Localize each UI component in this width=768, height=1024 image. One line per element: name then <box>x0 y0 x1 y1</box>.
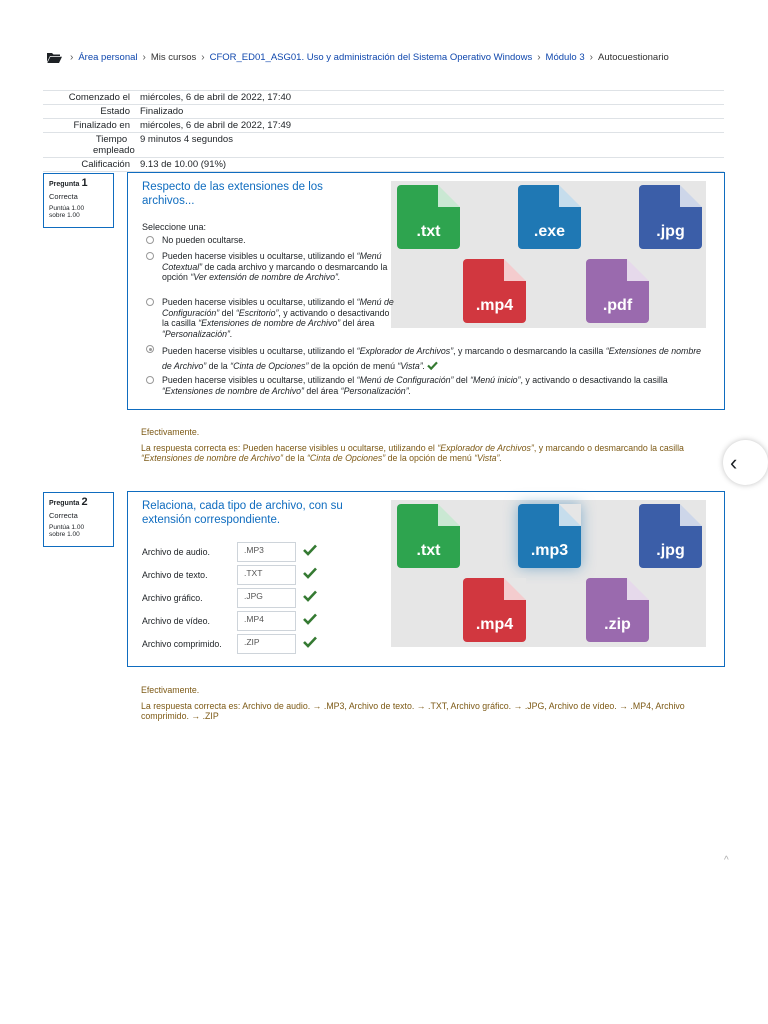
radio-button[interactable] <box>146 252 154 260</box>
radio-button[interactable] <box>146 298 154 306</box>
match-select[interactable]: .JPG <box>237 588 296 608</box>
breadcrumb-course[interactable]: CFOR_ED01_ASG01. Uso y administración del Sistema Operativo Windows <box>209 51 533 63</box>
summary-row <box>43 90 724 104</box>
question-content-2 <box>127 491 725 667</box>
match-row <box>142 611 362 631</box>
txt-file-icon: .txt <box>397 504 460 568</box>
breadcrumb-module[interactable]: Módulo 3 <box>545 51 585 63</box>
chevron-left-icon: ‹ <box>730 450 738 475</box>
drawer-toggle-button[interactable] <box>723 440 768 485</box>
summary-row <box>43 132 724 157</box>
answer-option-b[interactable] <box>146 251 391 295</box>
jpg-file-icon: .jpg <box>639 185 702 249</box>
answer-option-e[interactable] <box>146 375 716 399</box>
summary-value: miércoles, 6 de abril de 2022, 17:49 <box>140 120 292 131</box>
summary-label: Tiempo empleado <box>93 134 135 156</box>
file-extensions-image <box>391 500 706 647</box>
match-label: Archivo de audio. <box>142 547 210 557</box>
chevron-right-icon: › <box>589 51 593 63</box>
radio-button[interactable] <box>146 376 154 384</box>
match-label: Archivo comprimido. <box>142 639 222 649</box>
pdf-file-icon: .pdf <box>586 259 649 323</box>
answer-prompt: Seleccione una: <box>142 222 207 232</box>
mp3-file-icon: .mp3 <box>518 504 581 568</box>
breadcrumb-area-personal[interactable]: Área personal <box>78 51 138 63</box>
right-answer: La respuesta correcta es: Pueden hacerse visibles u ocultarse, utilizando el “Explorador de Archivos”, y marcando o desmarcando la casilla “Extensiones de nombre de Archivo” de la “Cinta de Opciones” de la opción de menú “Vista”. <box>141 442 684 463</box>
breadcrumb-current: Autocuestionario <box>597 51 669 63</box>
chevron-right-icon: › <box>70 51 74 63</box>
file-extensions-image <box>391 181 706 328</box>
question-content-1 <box>127 172 725 410</box>
breadcrumb <box>47 49 747 65</box>
check-icon <box>303 636 317 648</box>
summary-value: 9 minutos 4 segundos <box>140 134 233 145</box>
answer-option-a[interactable] <box>146 235 386 247</box>
option-label: Pueden hacerse visibles u ocultarse, utilizando el “Explorador de Archivos”, y marcando o desmarcando la casilla “Extensiones de nombre de Archivo” de la “Cinta de Opciones” de la opción de menú “Vista”. <box>162 346 702 371</box>
summary-label: Finalizado en <box>73 120 130 131</box>
radio-button[interactable] <box>146 236 154 244</box>
right-answer: La respuesta correcta es: Archivo de audio. → .MP3, Archivo de texto. → .TXT, Archivo gráfico. → .JPG, Archivo de vídeo. → .MP4, Archivo comprimido. → .ZIP <box>141 700 685 721</box>
question-number: 2 <box>81 496 88 508</box>
match-row <box>142 565 362 585</box>
summary-row <box>43 157 724 172</box>
grade-line: sobre 1.00 <box>49 212 80 219</box>
exe-file-icon: .exe <box>518 185 581 249</box>
summary-label: Estado <box>100 106 130 117</box>
match-select[interactable]: .MP3 <box>237 542 296 562</box>
question-label: Pregunta <box>49 500 80 507</box>
radio-button-selected[interactable] <box>146 345 154 353</box>
question-state: Correcta <box>49 511 78 520</box>
question-info-2 <box>43 492 114 547</box>
check-icon <box>427 361 438 370</box>
summary-row <box>43 104 724 118</box>
chevron-right-icon: › <box>537 51 541 63</box>
option-label: Pueden hacerse visibles u ocultarse, utilizando el “Menú de Configuración” del “Escritorio”, y activando o desactivando la casilla “Extensiones de nombre de Archivo” del área “Personalización”. <box>162 297 394 339</box>
summary-value: miércoles, 6 de abril de 2022, 17:40 <box>140 92 292 103</box>
summary-value: Finalizado <box>140 106 184 117</box>
question-number: 1 <box>81 177 88 189</box>
match-label: Archivo de texto. <box>142 570 208 580</box>
check-icon <box>303 544 317 556</box>
chevron-up-icon[interactable]: ^ <box>724 855 729 866</box>
grade-line: Puntúa 1.00 <box>49 524 85 531</box>
match-select[interactable]: .ZIP <box>237 634 296 654</box>
mp4-file-icon: .mp4 <box>463 259 526 323</box>
match-row <box>142 634 362 654</box>
chevron-right-icon: › <box>201 51 205 63</box>
question-text: Relaciona, cada tipo de archivo, con su extensión correspondiente. <box>142 500 343 526</box>
grade-line: Puntúa 1.00 <box>49 205 85 212</box>
question-label: Pregunta <box>49 181 80 188</box>
question-grade <box>49 524 108 538</box>
question-feedback-2 <box>141 685 701 722</box>
folder-icon[interactable] <box>47 52 62 63</box>
summary-value: 9.13 de 10.00 (91%) <box>140 159 227 170</box>
match-row <box>142 588 362 608</box>
option-label: Pueden hacerse visibles u ocultarse, utilizando el “Menú de Configuración” del “Menú inicio”, y activando o desactivando la casilla “Extensiones de nombre de Archivo” del área “Personalización”. <box>162 375 668 396</box>
summary-row <box>43 118 724 132</box>
zip-file-icon: .zip <box>586 578 649 642</box>
match-row <box>142 542 362 562</box>
grade-line: sobre 1.00 <box>49 531 80 538</box>
mp4-file-icon: .mp4 <box>463 578 526 642</box>
match-select[interactable]: .MP4 <box>237 611 296 631</box>
question-state: Correcta <box>49 192 78 201</box>
attempt-summary-table <box>43 90 724 172</box>
question-info-1 <box>43 173 114 228</box>
question-grade <box>49 205 108 219</box>
specific-feedback: Efectivamente. <box>141 427 200 437</box>
specific-feedback: Efectivamente. <box>141 685 200 695</box>
option-label: Pueden hacerse visibles u ocultarse, utilizando el “Menú Cotextual” de cada archivo y marcando o desmarcando la opción “Ver extensión de nombre de Archivo”. <box>162 251 388 282</box>
option-label: No pueden ocultarse. <box>162 235 246 245</box>
question-text: Respecto de las extensiones de los archivos... <box>142 181 323 207</box>
txt-file-icon: .txt <box>397 185 460 249</box>
chevron-right-icon: › <box>142 51 146 63</box>
check-icon <box>303 613 317 625</box>
summary-label: Calificación <box>81 159 130 170</box>
summary-label: Comenzado el <box>68 92 130 103</box>
breadcrumb-mis-cursos[interactable]: Mis cursos <box>150 51 197 63</box>
check-icon <box>303 590 317 602</box>
match-select[interactable]: .TXT <box>237 565 296 585</box>
check-icon <box>303 567 317 579</box>
jpg-file-icon: .jpg <box>639 504 702 568</box>
match-label: Archivo de vídeo. <box>142 616 210 626</box>
answer-option-c[interactable] <box>146 297 396 341</box>
match-label: Archivo gráfico. <box>142 593 203 603</box>
question-feedback-1 <box>141 427 721 464</box>
answer-option-d[interactable] <box>146 344 706 370</box>
